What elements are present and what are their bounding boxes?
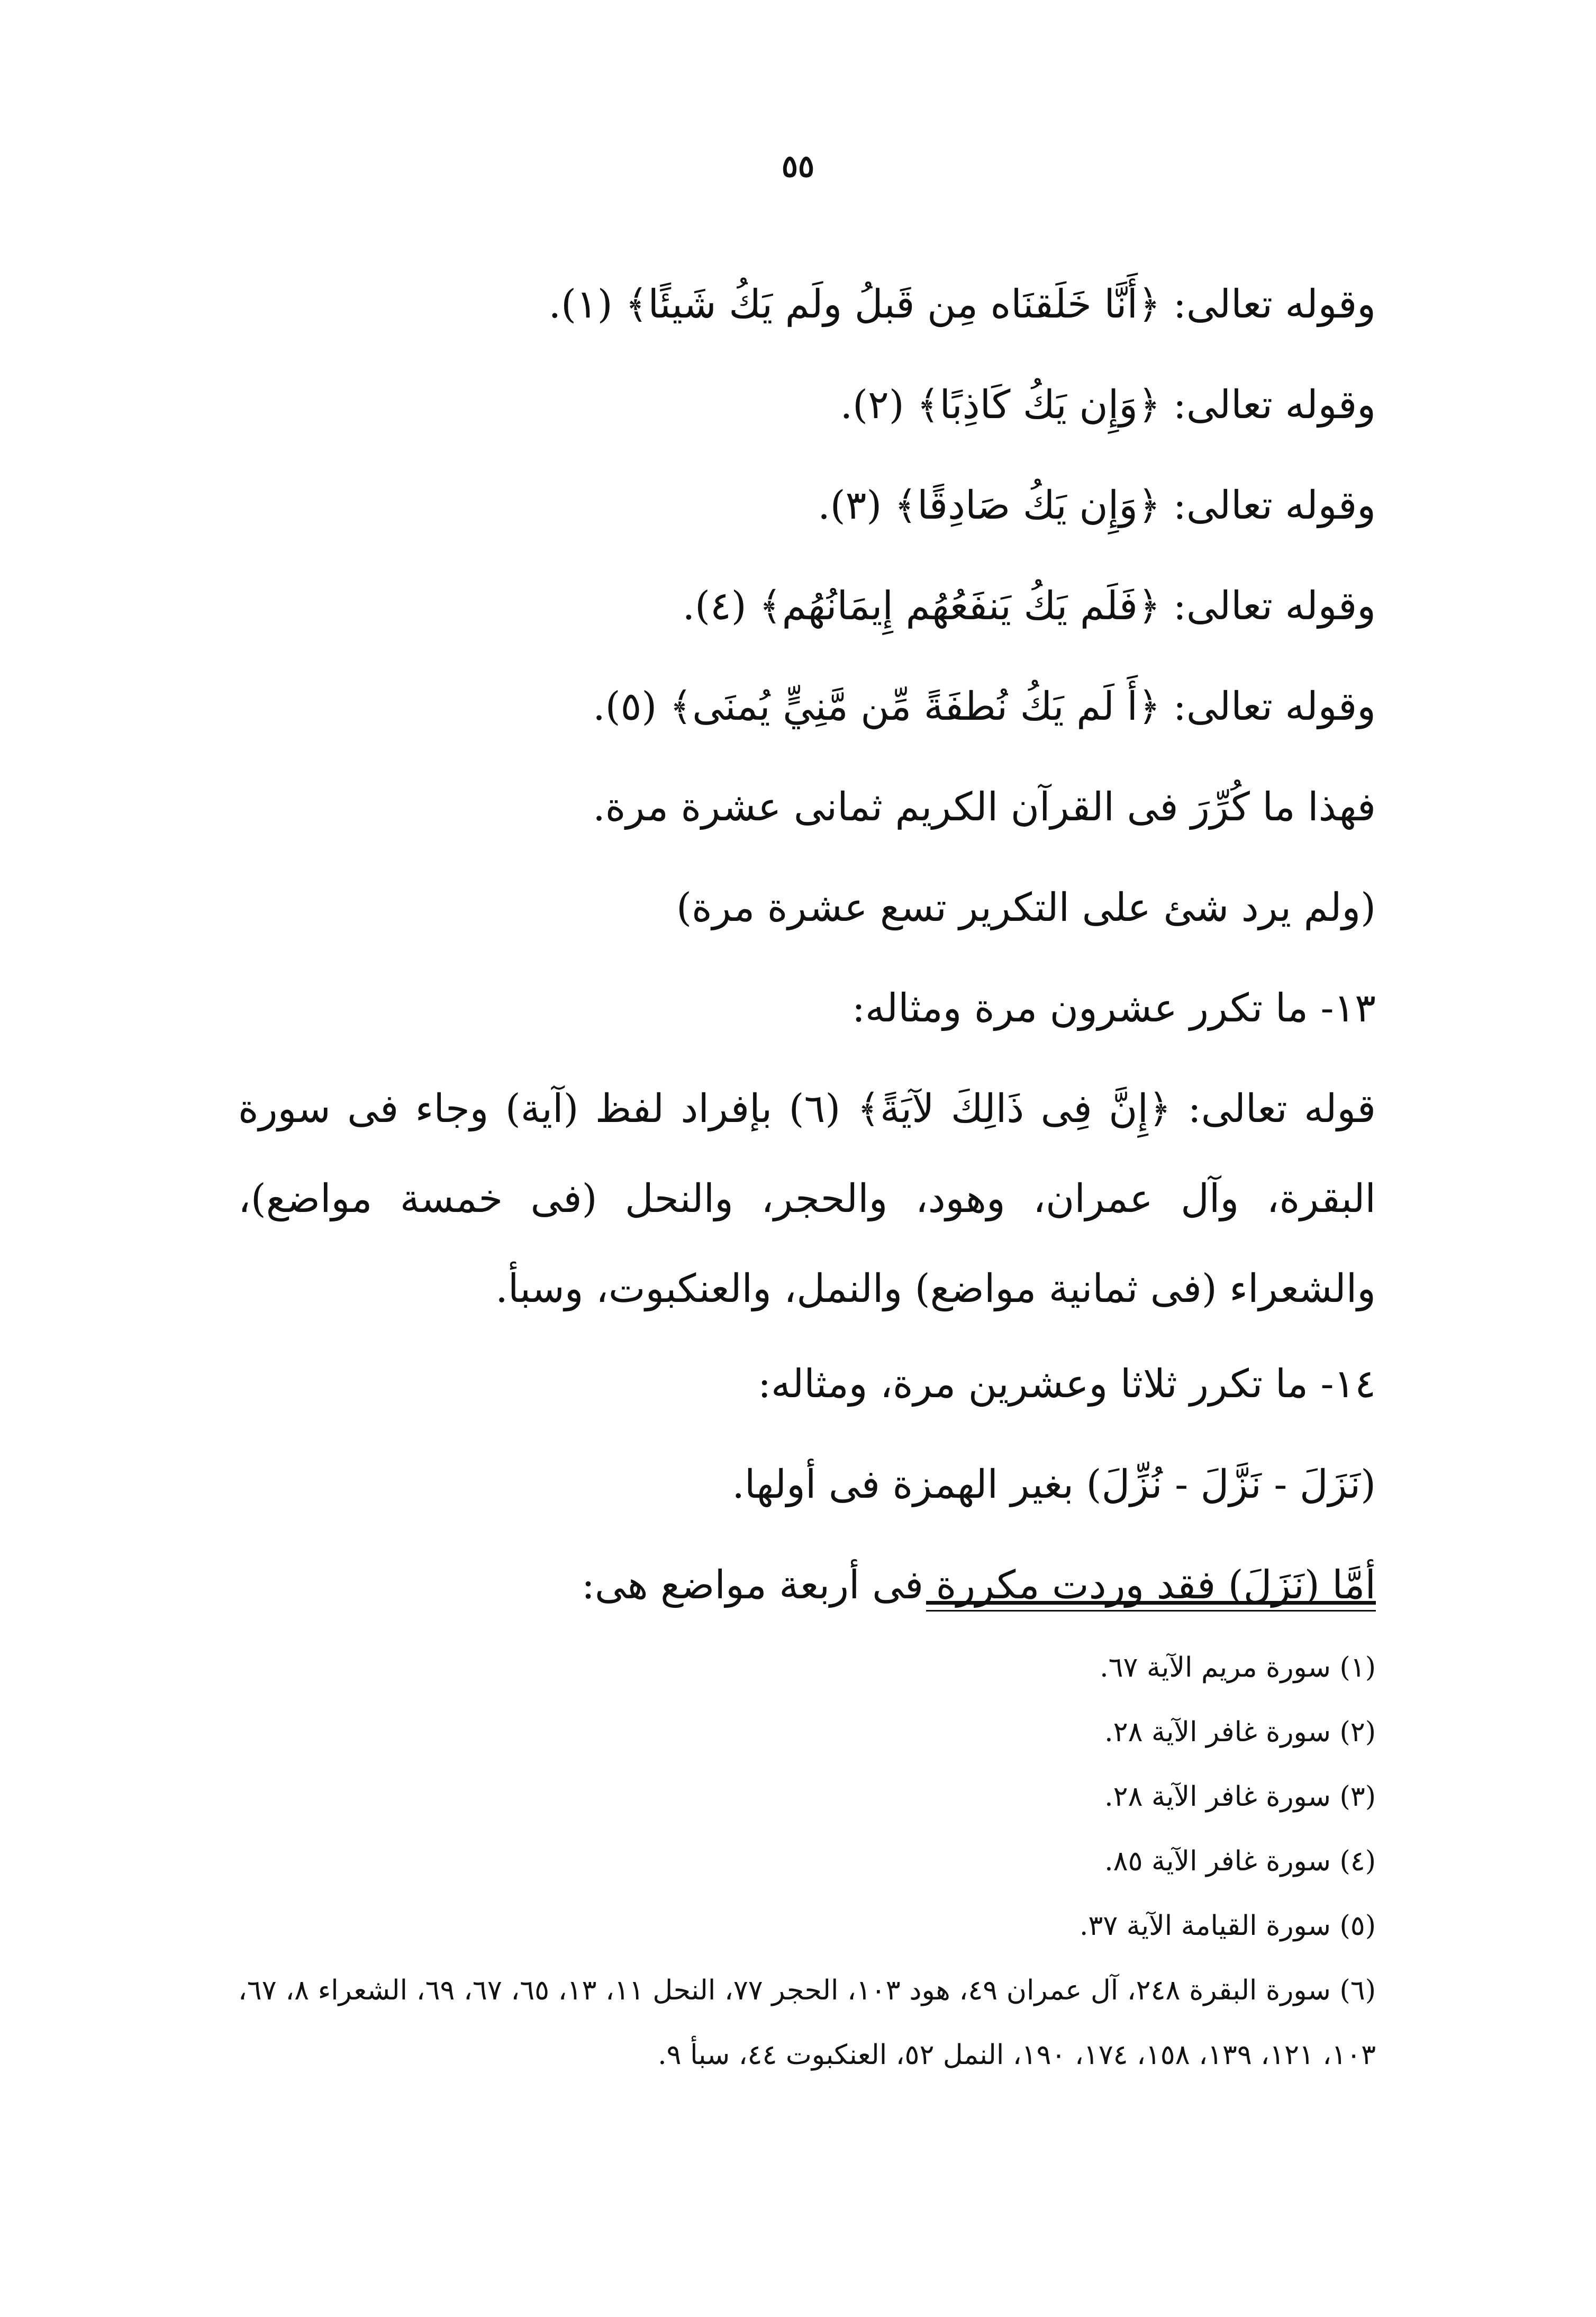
footnote-3: (٣) سورة غافر الآية ٢٨.	[1104, 1781, 1376, 1813]
footnotes	[238, 1635, 1376, 2087]
footnote-4: (٤) سورة غافر الآية ٨٥.	[1104, 1845, 1376, 1877]
verse-line-2: وقوله تعالى: ﴿وَإِن يَكُ كَاذِبًا﴾ (٢).	[840, 382, 1376, 428]
summary-line: فهذا ما كُرِّرَ فى القرآن الكريم ثمانى عشرة مرة.	[593, 784, 1376, 830]
verse-line-5: وقوله تعالى: ﴿أَ لَم يَكُ نُطفَةً مِّن مَّنِيٍّ يُمنَى﴾ (٥).	[593, 684, 1376, 729]
section-13-heading: ١٣- ما تكرر عشرون مرة ومثاله:	[851, 985, 1376, 1031]
footnote-5: (٥) سورة القيامة الآية ٣٧.	[1079, 1910, 1376, 1942]
footnote-2: (٢) سورة غافر الآية ٢٨.	[1104, 1716, 1376, 1748]
forms-line: (نَزَلَ - نَزَّلَ - نُزِّلَ) بغير الهمزة فى أولها.	[732, 1462, 1376, 1507]
footnote-separator-thin	[926, 1610, 1376, 1612]
footnote-1: (١) سورة مريم الآية ٦٧.	[1100, 1652, 1376, 1684]
intro-line: أمَّا (نَزَلَ) فقد وردت مكررة فى أربعة مواضع هى:	[581, 1562, 1376, 1608]
footnote-separator	[926, 1601, 1376, 1605]
section-14-heading: ١٤- ما تكرر ثلاثا وعشرين مرة، ومثاله:	[758, 1361, 1376, 1407]
verse-line-4: وقوله تعالى: ﴿فَلَم يَكُ يَنفَعُهُم إِيمَانُهُم﴾ (٤).	[682, 583, 1376, 629]
verse-line-1: وقوله تعالى: ﴿أَنَّا خَلَقنَاه مِن قَبلُ ولَم يَكُ شَيئًا﴾ (١).	[548, 282, 1376, 327]
main-text	[238, 254, 1376, 1635]
verse-line-3: وقوله تعالى: ﴿وَإِن يَكُ صَادِقًا﴾ (٣).	[818, 483, 1376, 528]
note-line: (ولم يرد شئ على التكرير تسع عشرة مرة)	[676, 885, 1376, 930]
section-13-paragraph: قوله تعالى: ﴿إِنَّ فِى ذَالِكَ لآيَةً﴾ (٦) بإفراد لفظ (آية) وجاء فى سورة البقرة، وآل عمران، وهود، والحجر، والنحل (فى خمسة مواضع)، والشعراء (فى ثمانية مواضع) والنمل، والعنكبوت، وسبأ.	[238, 1086, 1376, 1311]
page-number: ٥٥	[781, 148, 815, 184]
footnote-6: (٦) سورة البقرة ٢٤٨، آل عمران ٤٩، هود ١٠٣، الحجر ٧٧، النحل ١١، ١٣، ٦٥، ٦٧، ٦٩، الشعراء ٨، ٦٧، ١٠٣، ١٢١، ١٣٩، ١٥٨، ١٧٤، ١٩٠، النمل ٥٢، العنكبوت ٤٤، سبأ ٩.	[238, 1975, 1376, 2071]
